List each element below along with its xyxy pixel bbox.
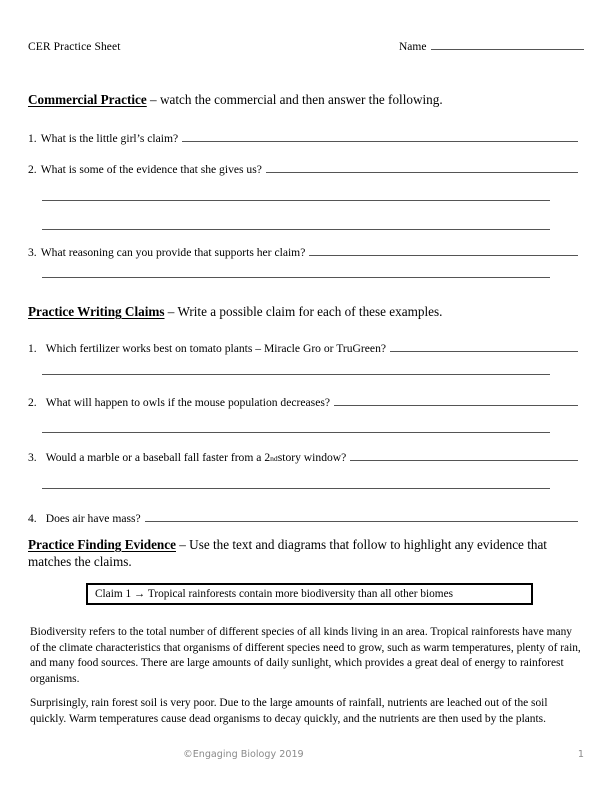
section-instruction-text: – watch the commercial and then answer the following. [146, 92, 443, 107]
question-text: What will happen to owls if the mouse population decreases? [45, 396, 330, 409]
evidence-paragraph-2: Surprisingly, rain forest soil is very poor. Due to the large amounts of rainfall, nutrients are leached out of the soil quickly. Warm temperatures cause dead organisms to decay quickly, and the nutrients are then used by the plants. [30, 697, 548, 725]
answer-blank-line[interactable] [42, 432, 550, 433]
question-claims-2 [28, 395, 578, 410]
section-heading-text: Commercial Practice [28, 92, 147, 107]
evidence-paragraph-1: Biodiversity refers to the total number of different species of all kinds living in an area. Tropical rainforests have many of the climate characteristics that organisms of different species need to grow, such as warm temperatures, plenty of rain, and many food sources. There are large amounts of daily sunlight, which provides a great deal of energy to rainforest organisms. [30, 626, 581, 685]
answer-blank-line[interactable] [42, 488, 550, 489]
question-text-before: Would a marble or a baseball fall faster from a 2 [45, 451, 271, 464]
answer-blank-line[interactable] [42, 374, 550, 375]
claim-box-1 [86, 583, 533, 605]
answer-blank[interactable] [390, 341, 578, 352]
name-label: Name [399, 41, 427, 53]
question-number: 2. [28, 396, 37, 409]
answer-blank[interactable] [309, 245, 578, 256]
answer-blank[interactable] [334, 395, 578, 406]
answer-blank[interactable] [350, 450, 578, 461]
question-text: Does air have mass? [45, 512, 141, 525]
section-heading-commercial-practice [28, 92, 584, 109]
question-commercial-1 [28, 131, 578, 146]
question-claims-4 [28, 511, 578, 526]
question-number: 4. [28, 512, 37, 525]
answer-blank-line[interactable] [42, 229, 550, 230]
page-footer [28, 749, 584, 760]
answer-blank-line[interactable] [42, 277, 550, 278]
page-header [28, 38, 584, 53]
question-claims-1 [28, 341, 578, 356]
question-number: 1. [28, 342, 37, 355]
answer-blank[interactable] [182, 131, 578, 142]
section-instruction-text: – Use the text and diagrams that follow to highlight any evidence that matches the claims. [28, 537, 547, 569]
question-number: 3. [28, 451, 37, 464]
question-number: 2. [28, 163, 37, 176]
section-heading-practice-finding-evidence [28, 537, 584, 570]
name-field-group [399, 38, 584, 53]
section-instruction-text: – Write a possible claim for each of these examples. [164, 304, 443, 319]
question-claims-3: 3. Would a marble or a baseball fall faster from a 2 nd story window? [28, 450, 578, 465]
copyright-text: ©Engaging Biology 2019 [183, 749, 304, 760]
question-number: 1. [28, 132, 37, 145]
claim-box-text: Claim 1 → Tropical rainforests contain more biodiversity than all other biomes [95, 588, 453, 600]
answer-blank[interactable] [266, 162, 578, 173]
section-heading-practice-writing-claims [28, 304, 584, 321]
question-text: What is some of the evidence that she gives us? [40, 163, 262, 176]
name-input-blank[interactable] [431, 38, 584, 50]
section-heading-text: Practice Writing Claims [28, 304, 165, 319]
question-number: 3. [28, 246, 37, 259]
question-commercial-3 [28, 245, 578, 260]
answer-blank[interactable] [145, 511, 578, 522]
answer-blank-line[interactable] [42, 200, 550, 201]
page-number: 1 [577, 749, 584, 760]
question-text-after: story window? [277, 451, 347, 464]
question-text: What is the little girl’s claim? [40, 132, 179, 145]
question-text: What reasoning can you provide that supports her claim? [40, 246, 306, 259]
question-commercial-2 [28, 162, 578, 177]
section-heading-text: Practice Finding Evidence [28, 537, 176, 552]
page-title: CER Practice Sheet [28, 41, 121, 53]
question-text: Which fertilizer works best on tomato plants – Miracle Gro or TruGreen? [45, 342, 387, 355]
